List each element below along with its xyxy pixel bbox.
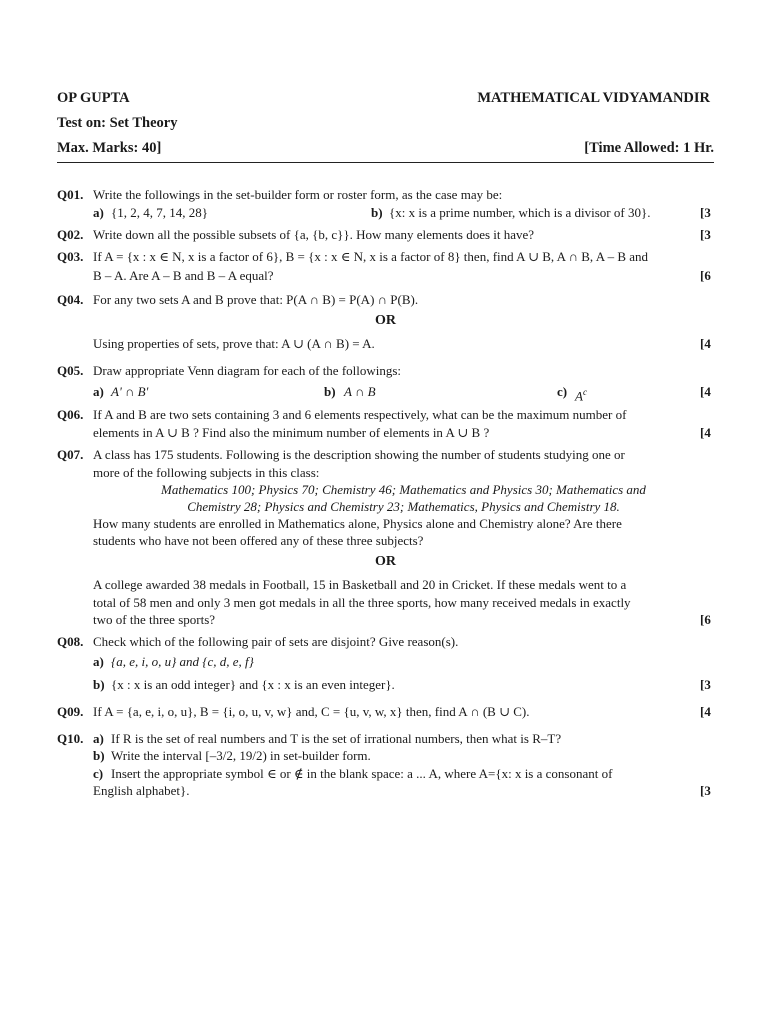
q05-c-label: c)	[557, 384, 568, 399]
q05-b-label: b)	[324, 384, 336, 399]
q07-line2: more of the following subjects in this class:	[93, 465, 320, 480]
q10-marks: [3	[700, 783, 711, 798]
q02-marks: [3	[700, 227, 711, 242]
q01-b-label: b)	[371, 205, 383, 220]
q09-number: Q09.	[57, 704, 84, 719]
q08-number: Q08.	[57, 634, 84, 649]
q05-c-superscript: c	[582, 387, 587, 397]
q08-b-label: b)	[93, 677, 105, 692]
q10-a-text: If R is the set of real numbers and T is the set of irrational numbers, then what is R–T?	[111, 731, 562, 746]
q10-number: Q10.	[57, 731, 84, 746]
q08-marks: [3	[700, 677, 711, 692]
q01-marks: [3	[700, 205, 711, 220]
q06-number: Q06.	[57, 407, 84, 422]
q01-b-text: {x: x is a prime number, which is a divisor of 30}.	[389, 205, 651, 220]
q04-marks: [4	[700, 336, 711, 351]
q07-line4: students who have not been offered any of these three subjects?	[93, 533, 424, 548]
q03-number: Q03.	[57, 249, 84, 264]
q07-line1: A class has 175 students. Following is the description showing the number of students studying one or	[93, 447, 625, 462]
q02-number: Q02.	[57, 227, 84, 242]
q06-marks: [4	[700, 425, 711, 440]
q04-alt-text: Using properties of sets, prove that: A ∪ (A ∩ B) = A.	[93, 336, 375, 351]
q10-c-text-line1: Insert the appropriate symbol ∈ or ∉ in the blank space: a ... A, where A={x: x is a consonant of	[111, 766, 613, 781]
q01-number: Q01.	[57, 187, 84, 202]
q09-marks: [4	[700, 704, 711, 719]
q07-alt-line2: total of 58 men and only 3 men got medals in all the three sports, how many received medals in exactly	[93, 595, 631, 610]
author-name: OP GUPTA	[57, 90, 130, 106]
q06-line2: elements in A ∪ B ? Find also the minimum number of elements in A ∪ B ?	[93, 425, 490, 440]
q04-number: Q04.	[57, 292, 84, 307]
q07-line3: How many students are enrolled in Mathematics alone, Physics alone and Chemistry alone? Are there	[93, 516, 622, 531]
q08-b-text: {x : x is an odd integer} and {x : x is an even integer}.	[111, 677, 395, 692]
test-topic: Test on: Set Theory	[57, 115, 178, 131]
q10-c-label: c)	[93, 766, 104, 781]
q05-a-label: a)	[93, 384, 104, 399]
q05-c-text	[575, 384, 587, 404]
q07-alt-line1: A college awarded 38 medals in Football, 15 in Basketball and 20 in Cricket. If these medals went to a	[93, 577, 627, 592]
q05-c-base: A	[575, 388, 583, 404]
q03-line1: If A = {x : x ∈ N, x is a factor of 6}, B = {x : x ∈ N, x is a factor of 8} then, find A ∪ B, A ∩ B, A – B and	[93, 249, 649, 264]
q01-a-label: a)	[93, 205, 104, 220]
time-allowed: [Time Allowed: 1 Hr.	[584, 140, 714, 156]
q07-or: OR	[375, 554, 396, 569]
q07-marks: [6	[700, 612, 711, 627]
q08-a-label: a)	[93, 654, 104, 669]
q09-text: If A = {a, e, i, o, u}, B = {i, o, u, v, w} and, C = {u, v, w, x} then, find A ∩ (B ∪ C).	[93, 704, 530, 719]
q08-text: Check which of the following pair of sets are disjoint? Give reason(s).	[93, 634, 459, 649]
q07-alt-line3: two of the three sports?	[93, 612, 216, 627]
q05-number: Q05.	[57, 363, 84, 378]
q05-marks: [4	[700, 384, 711, 399]
q10-a-label: a)	[93, 731, 104, 746]
q06-line1: If A and B are two sets containing 3 and 6 elements respectively, what can be the maximum number of	[93, 407, 627, 422]
header-divider	[57, 162, 714, 163]
q01-a-text: {1, 2, 4, 7, 14, 28}	[111, 205, 208, 220]
q07-number: Q07.	[57, 447, 84, 462]
q10-b-text: Write the interval [–3/2, 19/2) in set-builder form.	[111, 748, 371, 763]
q10-b-label: b)	[93, 748, 105, 763]
q10-c-text-line2: English alphabet}.	[93, 783, 190, 798]
q04-text: For any two sets A and B prove that: P(A ∩ B) = P(A) ∩ P(B).	[93, 292, 419, 307]
q03-marks: [6	[700, 268, 711, 283]
q02-text: Write down all the possible subsets of {a, {b, c}}. How many elements does it have?	[93, 227, 535, 242]
q04-or: OR	[375, 313, 396, 328]
q07-data-line2: Chemistry 28; Physics and Chemistry 23; Mathematics, Physics and Chemistry 18.	[187, 499, 620, 514]
q05-b-text: A ∩ B	[344, 384, 376, 399]
q07-data-line1: Mathematics 100; Physics 70; Chemistry 46; Mathematics and Physics 30; Mathematics and	[161, 482, 646, 497]
max-marks: Max. Marks: 40]	[57, 140, 162, 156]
q05-a-text: A' ∩ B'	[111, 384, 149, 399]
q05-text: Draw appropriate Venn diagram for each of the followings:	[93, 363, 402, 378]
institute-name: MATHEMATICAL VIDYAMANDIR	[477, 90, 710, 106]
q03-line2: B – A. Are A – B and B – A equal?	[93, 268, 274, 283]
q08-a-text: {a, e, i, o, u} and {c, d, e, f}	[111, 654, 254, 669]
q01-text: Write the followings in the set-builder form or roster form, as the case may be:	[93, 187, 503, 202]
